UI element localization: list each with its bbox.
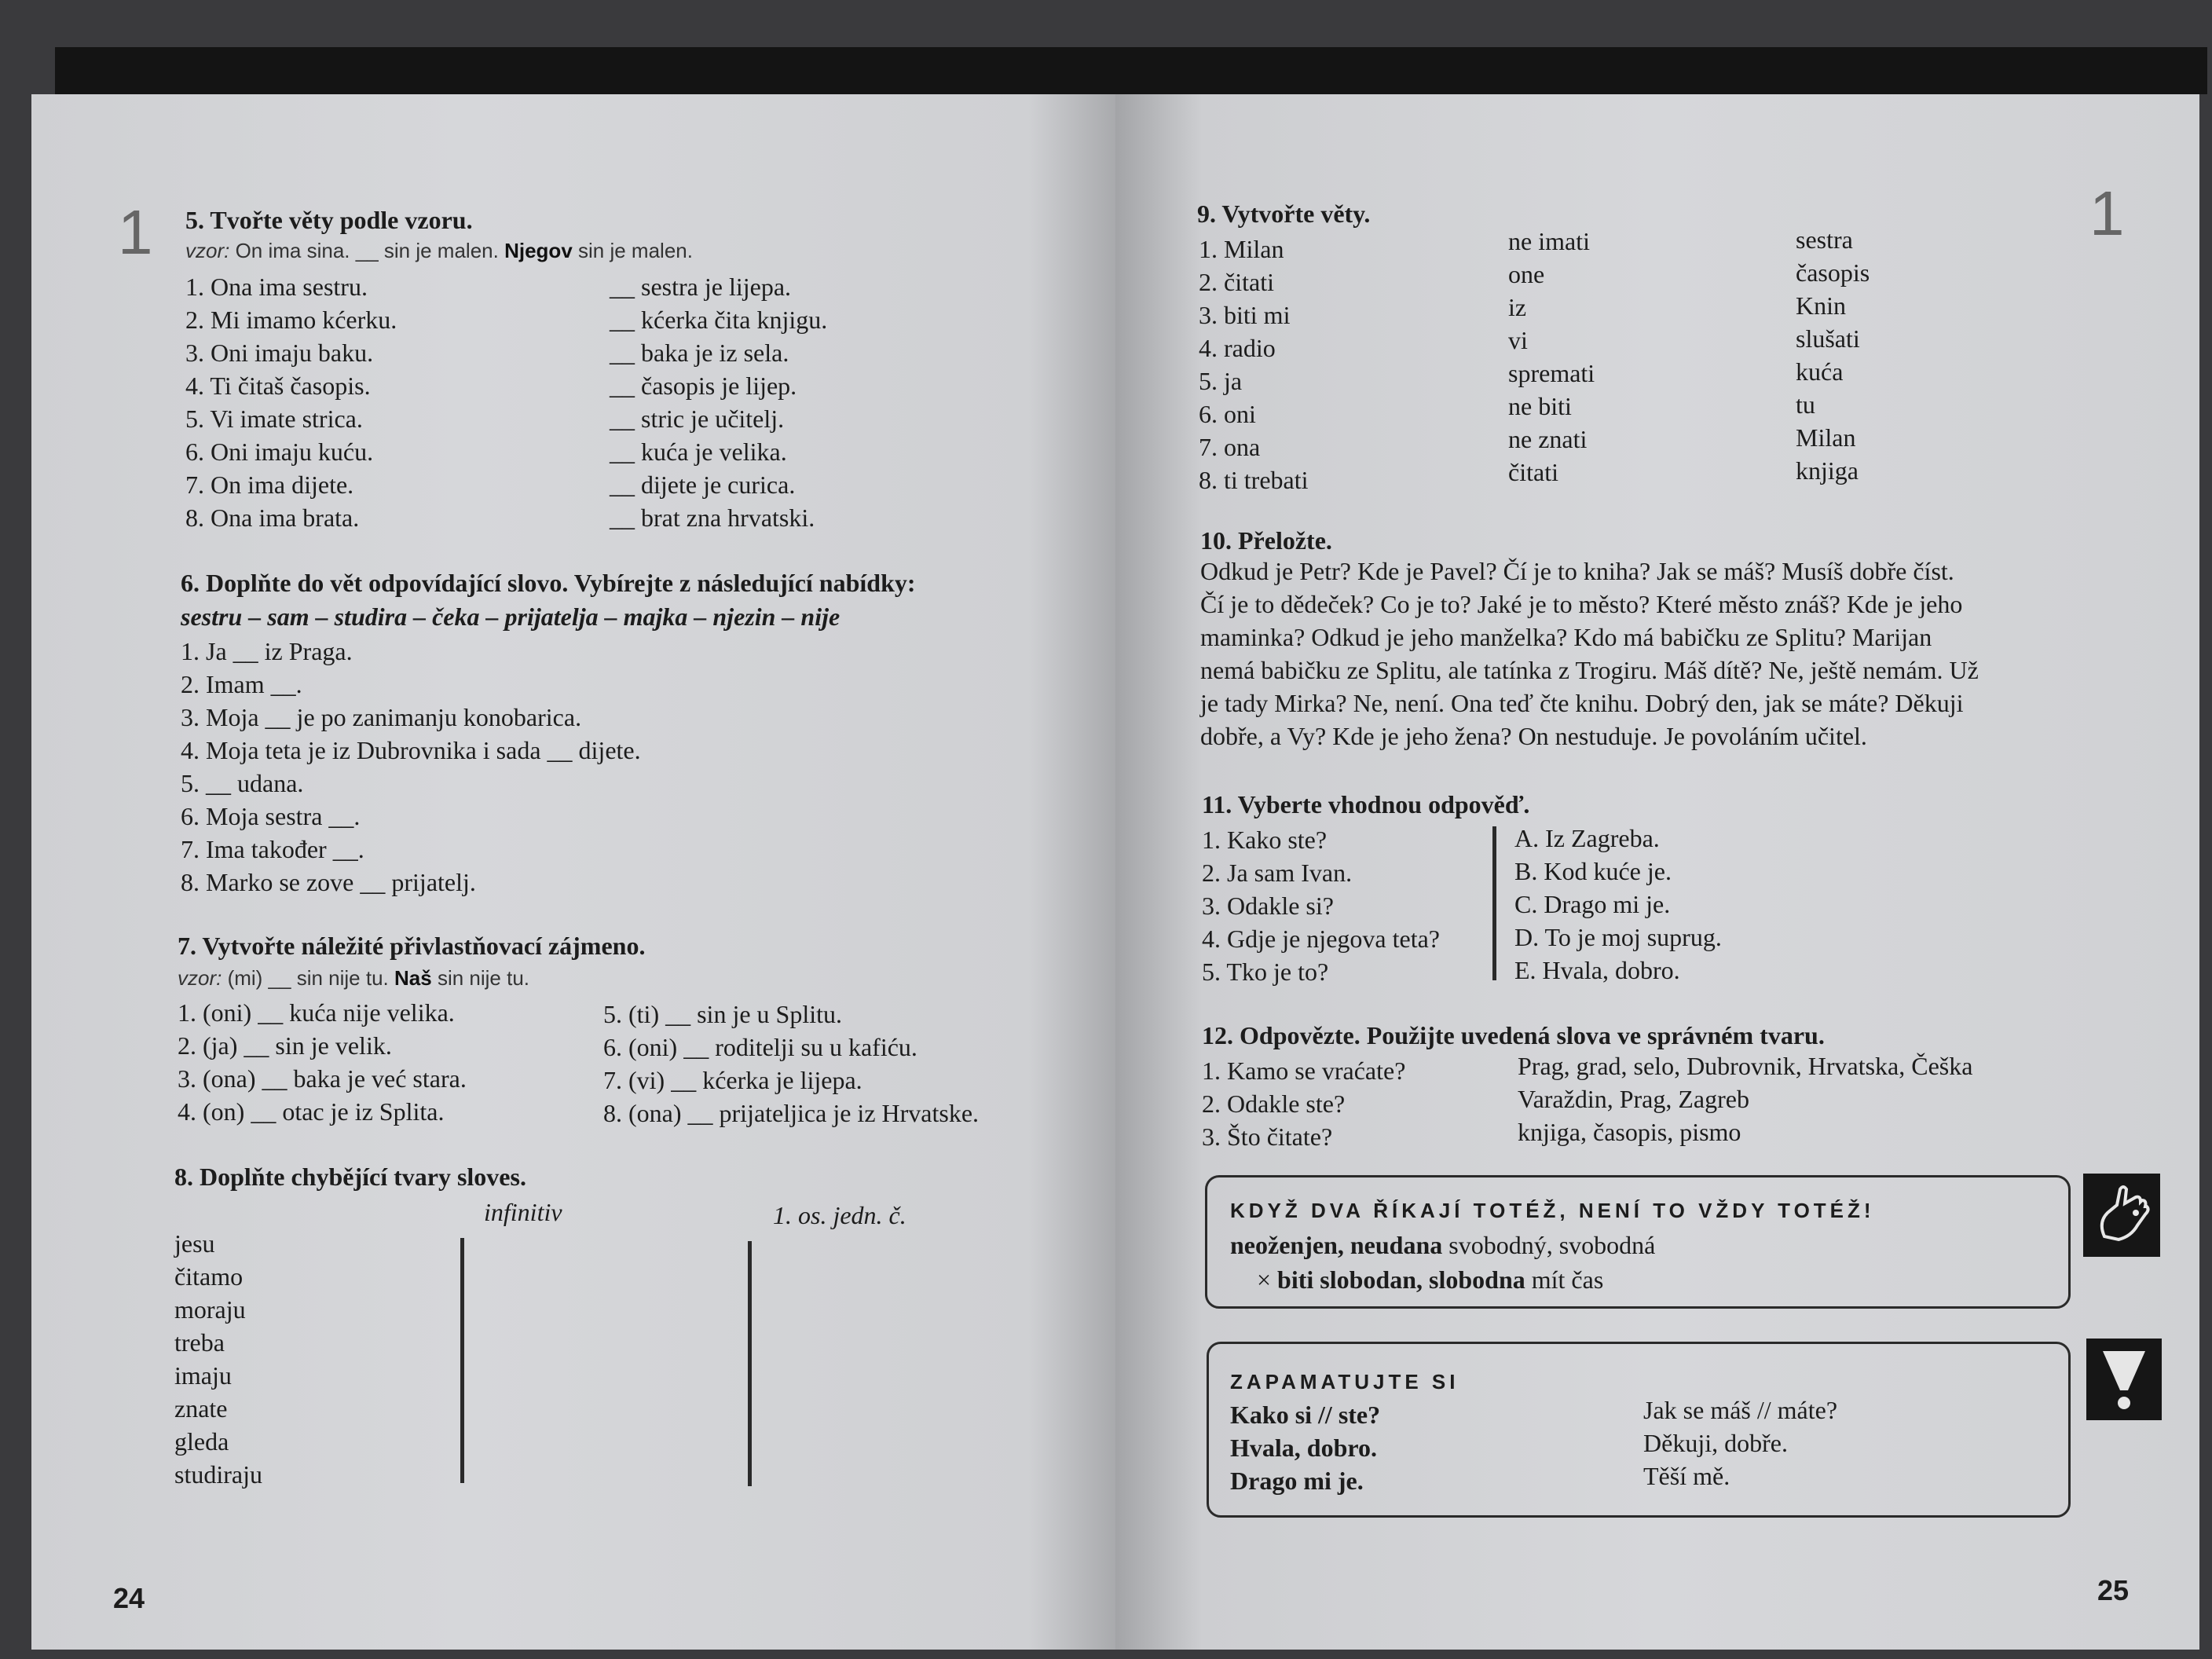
- ex7-vzor: vzor: (mi) __ sin nije tu. Naš sin nije tu.: [178, 966, 530, 990]
- list-item: 1. Kamo se vraćate?: [1202, 1057, 1406, 1085]
- list-item: B. Kod kuće je.: [1514, 857, 1672, 885]
- list-item: 2. Ja sam Ivan.: [1202, 859, 1353, 887]
- ex10-paragraph: [1200, 555, 1979, 753]
- remember-box-left: [1230, 1398, 1380, 1497]
- note-box-line-2: × biti slobodan, slobodna mít čas: [1257, 1265, 1604, 1294]
- list-item: 5. __ udana.: [181, 769, 304, 797]
- chapter-mark-left: 1: [118, 197, 153, 267]
- list-item: 5. Tko je to?: [1202, 958, 1329, 986]
- ex6-options: sestru – sam – studira – čeka – prijatelja – majka – njezin – nije: [181, 602, 840, 631]
- list-item: Prag, grad, selo, Dubrovnik, Hrvatska, Češka: [1518, 1052, 1973, 1080]
- exclamation-icon-glyph: [2097, 1346, 2152, 1412]
- list-item: čitati: [1508, 458, 1558, 486]
- pointing-hand-icon: [2083, 1174, 2160, 1257]
- list-item: 2. Odakle ste?: [1202, 1090, 1346, 1118]
- list-item: 8. Ona ima brata.: [185, 504, 360, 532]
- ex7-left-list: [178, 996, 467, 1128]
- list-item: Jak se máš // máte?: [1643, 1396, 1838, 1424]
- list-item: tu: [1796, 390, 1815, 419]
- list-item: knjiga: [1796, 456, 1859, 485]
- ex10-title: 10. Přeložte.: [1200, 526, 1332, 555]
- list-item: 3. Što čitate?: [1202, 1122, 1333, 1151]
- page-number-left: 24: [113, 1582, 145, 1614]
- list-item: vi: [1508, 326, 1528, 354]
- note-box-line-1: neoženjen, neudana svobodný, svobodná: [1230, 1231, 1656, 1259]
- list-item: imaju: [174, 1361, 232, 1390]
- list-item: __ stric je učitelj.: [610, 405, 785, 433]
- chapter-mark-right: 1: [2089, 178, 2125, 248]
- list-item: Varaždin, Prag, Zagreb: [1518, 1085, 1749, 1113]
- list-item: ne znati: [1508, 425, 1588, 453]
- top-binding-band: [55, 47, 2207, 94]
- list-item: jesu: [174, 1229, 215, 1258]
- list-item: 2. Imam __.: [181, 670, 302, 698]
- list-item: Hvala, dobro.: [1230, 1434, 1377, 1462]
- ex9-col2: [1508, 225, 1595, 489]
- ex8-col-first-person: 1. os. jedn. č.: [773, 1201, 906, 1229]
- exclamation-icon: [2086, 1339, 2162, 1420]
- list-item: 7. On ima dijete.: [185, 471, 354, 499]
- list-item: 1. Ona ima sestru.: [185, 273, 368, 301]
- list-item: E. Hvala, dobro.: [1514, 956, 1680, 984]
- list-item: 1. Milan: [1199, 235, 1284, 263]
- ex9-title: 9. Vytvořte věty.: [1197, 200, 1371, 228]
- list-item: čitamo: [174, 1262, 244, 1291]
- list-item: 2. (ja) __ sin je velik.: [178, 1031, 392, 1060]
- ex8-verb-list: [174, 1227, 262, 1491]
- list-item: 3. Moja __ je po zanimanju konobarica.: [181, 703, 582, 731]
- list-item: 3. (ona) __ baka je već stara.: [178, 1064, 467, 1093]
- list-item: 1. Kako ste?: [1202, 826, 1328, 854]
- list-item: one: [1508, 260, 1545, 288]
- ex6-title: 6. Doplňte do vět odpovídající slovo. Vybírejte z následující nabídky:: [181, 569, 916, 597]
- list-item: 6. Oni imaju kuću.: [185, 438, 374, 466]
- list-item: 2. Mi imamo kćerku.: [185, 306, 397, 334]
- list-item: knjiga, časopis, pismo: [1518, 1118, 1741, 1146]
- ex5-left-list: [185, 270, 397, 534]
- ex11-title: 11. Vyberte vhodnou odpověď.: [1202, 790, 1530, 819]
- list-item: treba: [174, 1328, 225, 1357]
- list-item: 4. radio: [1199, 334, 1276, 362]
- list-item: 6. (oni) __ roditelji su u kafiću.: [603, 1033, 917, 1061]
- list-item: slušati: [1796, 324, 1860, 353]
- ex8-title: 8. Doplňte chybějící tvary sloves.: [174, 1163, 526, 1191]
- list-item: Knin: [1796, 291, 1846, 320]
- list-item: 4. Moja teta je iz Dubrovnika i sada __ dijete.: [181, 736, 641, 764]
- list-item: __ dijete je curica.: [610, 471, 796, 499]
- list-item: 8. ti trebati: [1199, 466, 1309, 494]
- list-item: sestra: [1796, 225, 1853, 254]
- list-item: spremati: [1508, 359, 1595, 387]
- ex9-col3: [1796, 223, 1870, 487]
- list-item: __ časopis je lijep.: [610, 372, 797, 400]
- list-item: 5. (ti) __ sin je u Splitu.: [603, 1000, 842, 1028]
- list-item: 4. Ti čitaš časopis.: [185, 372, 371, 400]
- list-item: 8. Marko se zove __ prijatelj.: [181, 868, 476, 896]
- list-item: __ sestra je lijepa.: [610, 273, 792, 301]
- list-item: 1. (oni) __ kuća nije velika.: [178, 998, 455, 1027]
- remember-box-heading: ZAPAMATUJTE SI: [1230, 1370, 1459, 1393]
- list-item: __ kuća je velika.: [610, 438, 787, 466]
- paragraph-line: dobře, a Vy? Kde je jeho žena? On nestuduje. Je povoláním učitel.: [1200, 722, 1867, 750]
- list-item: __ kćerka čita knjigu.: [610, 306, 828, 334]
- list-item: __ brat zna hrvatski.: [610, 504, 815, 532]
- ex11-questions: [1202, 823, 1440, 988]
- ex12-words: [1518, 1049, 1972, 1148]
- pointing-hand-icon-glyph: [2090, 1181, 2153, 1249]
- ex12-questions: [1202, 1054, 1405, 1153]
- page-number-right: 25: [2097, 1574, 2130, 1606]
- paragraph-line: nemá babičku ze Splitu, ale tatínka z Trogiru. Máš dítě? Ne, ještě nemám. Už: [1200, 656, 1979, 684]
- ex7-title: 7. Vytvořte náležité přivlastňovací zájmeno.: [178, 932, 646, 960]
- paragraph-line: Odkud je Petr? Kde je Pavel? Čí je to kniha? Jak se máš? Musíš dobře číst.: [1200, 557, 1954, 585]
- list-item: iz: [1508, 293, 1527, 321]
- list-item: A. Iz Zagreba.: [1514, 824, 1660, 852]
- list-item: __ baka je iz sela.: [610, 339, 789, 367]
- list-item: Těší mě.: [1643, 1462, 1730, 1490]
- list-item: znate: [174, 1394, 228, 1423]
- list-item: 5. ja: [1199, 367, 1243, 395]
- ex5-title: 5. Tvořte věty podle vzoru.: [185, 206, 473, 234]
- list-item: 4. (on) __ otac je iz Splita.: [178, 1097, 445, 1126]
- list-item: Milan: [1796, 423, 1856, 452]
- ex11-answers: [1514, 822, 1722, 987]
- list-item: kuća: [1796, 357, 1844, 386]
- list-item: 6. oni: [1199, 400, 1256, 428]
- ex11-divider: [1492, 826, 1496, 980]
- list-item: 5. Vi imate strica.: [185, 405, 363, 433]
- list-item: 4. Gdje je njegova teta?: [1202, 925, 1440, 953]
- list-item: 1. Ja __ iz Praga.: [181, 637, 353, 665]
- list-item: moraju: [174, 1295, 246, 1324]
- list-item: 3. biti mi: [1199, 301, 1291, 329]
- ex8-divider-1: [460, 1238, 464, 1483]
- list-item: ne imati: [1508, 227, 1590, 255]
- list-item: 7. ona: [1199, 433, 1261, 461]
- note-box-heading: KDYŽ DVA ŘÍKAJÍ TOTÉŽ, NENÍ TO VŽDY TOTÉŽ!: [1230, 1199, 1875, 1222]
- list-item: 2. čitati: [1199, 268, 1274, 296]
- list-item: studiraju: [174, 1460, 262, 1489]
- list-item: časopis: [1796, 258, 1870, 287]
- ex5-right-list: [610, 270, 827, 534]
- list-item: Kako si // ste?: [1230, 1401, 1381, 1429]
- list-item: 3. Odakle si?: [1202, 892, 1334, 920]
- list-item: Děkuji, dobře.: [1643, 1429, 1788, 1457]
- paragraph-line: je tady Mirka? Ne, není. Ona teď čte knihu. Dobrý den, jak se máte? Děkuji: [1200, 689, 1964, 717]
- list-item: Drago mi je.: [1230, 1467, 1364, 1495]
- list-item: gleda: [174, 1427, 229, 1456]
- remember-box-right: [1643, 1393, 1837, 1492]
- ex8-divider-2: [748, 1241, 752, 1486]
- list-item: 7. Ima također __.: [181, 835, 364, 863]
- list-item: 3. Oni imaju baku.: [185, 339, 374, 367]
- ex9-col1: [1199, 233, 1309, 496]
- list-item: ne biti: [1508, 392, 1572, 420]
- list-item: 7. (vi) __ kćerka je lijepa.: [603, 1066, 862, 1094]
- paragraph-line: Čí je to dědeček? Co je to? Jaké je to město? Které město znáš? Kde je jeho: [1200, 590, 1963, 618]
- ex8-col-infinitiv: infinitiv: [484, 1198, 562, 1226]
- list-item: C. Drago mi je.: [1514, 890, 1671, 918]
- list-item: 8. (ona) __ prijateljica je iz Hrvatske.: [603, 1099, 980, 1127]
- ex6-list: [181, 635, 641, 899]
- list-item: D. To je moj suprug.: [1514, 923, 1722, 951]
- ex5-vzor: vzor: On ima sina. __ sin je malen. Njegov sin je malen.: [185, 239, 693, 262]
- list-item: 6. Moja sestra __.: [181, 802, 361, 830]
- ex7-right-list: [603, 998, 979, 1130]
- ex12-title: 12. Odpovězte. Použijte uvedená slova ve správném tvaru.: [1202, 1021, 1825, 1049]
- paragraph-line: maminka? Odkud je jeho manželka? Kdo má babičku ze Splitu? Marijan: [1200, 623, 1932, 651]
